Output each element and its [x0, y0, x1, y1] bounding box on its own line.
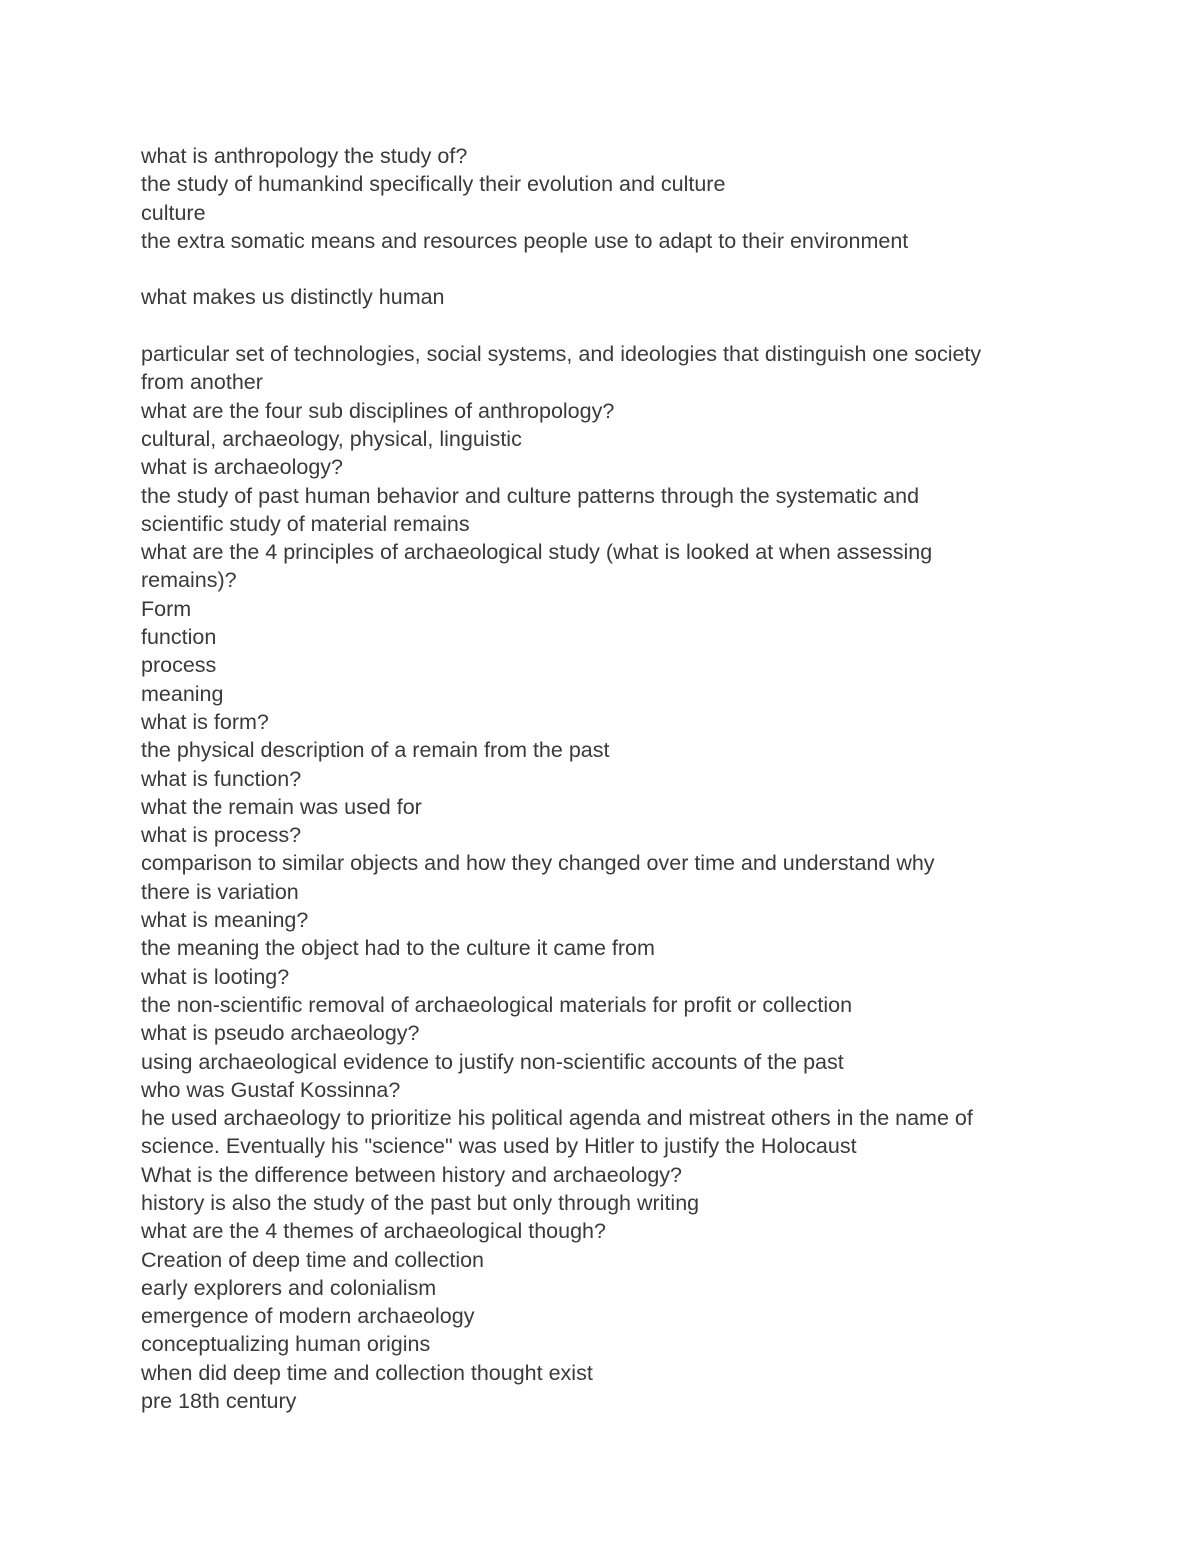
- text-line: from another: [141, 370, 263, 395]
- text-line: Creation of deep time and collection: [141, 1247, 485, 1272]
- text-line: meaning: [141, 681, 224, 706]
- blank-line: [141, 312, 1081, 340]
- text-line: what is pseudo archaeology?: [141, 1021, 420, 1046]
- text-line: emergence of modern archaeology: [141, 1304, 475, 1329]
- document-text: [141, 142, 1081, 1415]
- text-line: who was Gustaf Kossinna?: [141, 1077, 401, 1102]
- text-line: what the remain was used for: [141, 794, 422, 819]
- text-line: particular set of technologies, social systems, and ideologies that distinguish one society: [141, 342, 982, 367]
- text-line: what makes us distinctly human: [141, 285, 445, 310]
- text-line: culture: [141, 200, 206, 225]
- text-line: what is meaning?: [141, 908, 309, 933]
- text-line: the study of past human behavior and culture patterns through the systematic and: [141, 483, 920, 508]
- text-line: what are the 4 principles of archaeological study (what is looked at when assessing: [141, 540, 933, 565]
- text-line: when did deep time and collection thought exist: [141, 1360, 593, 1385]
- text-line: the study of humankind specifically their evolution and culture: [141, 172, 726, 197]
- text-line: pre 18th century: [141, 1389, 297, 1414]
- text-line: what are the 4 themes of archaeological though?: [141, 1219, 606, 1244]
- text-line: what is archaeology?: [141, 455, 343, 480]
- text-line: process: [141, 653, 217, 678]
- text-line: what is process?: [141, 823, 302, 848]
- text-line: what is looting?: [141, 964, 290, 989]
- text-line: there is variation: [141, 879, 299, 904]
- text-line: scientific study of material remains: [141, 511, 470, 536]
- text-line: what is form?: [141, 709, 269, 734]
- text-line: Form: [141, 596, 192, 621]
- blank-line: [141, 255, 1081, 283]
- text-line: what is anthropology the study of?: [141, 144, 468, 168]
- text-line: the meaning the object had to the culture it came from: [141, 936, 655, 961]
- text-line: history is also the study of the past but only through writing: [141, 1190, 700, 1215]
- text-line: function: [141, 625, 217, 650]
- text-line: what is function?: [141, 766, 302, 791]
- text-line: the extra somatic means and resources people use to adapt to their environment: [141, 228, 909, 253]
- text-line: what are the four sub disciplines of anthropology?: [141, 398, 615, 423]
- text-line: remains)?: [141, 568, 237, 593]
- text-line: the non-scientific removal of archaeological materials for profit or collection: [141, 992, 853, 1017]
- text-line: he used archaeology to prioritize his political agenda and mistreat others in the name of: [141, 1106, 973, 1131]
- text-line: cultural, archaeology, physical, linguistic: [141, 426, 522, 451]
- text-line: science. Eventually his "science" was used by Hitler to justify the Holocaust: [141, 1134, 857, 1159]
- text-line: the physical description of a remain from the past: [141, 738, 610, 763]
- text-line: using archaeological evidence to justify non-scientific accounts of the past: [141, 1049, 844, 1074]
- text-line: What is the difference between history and archaeology?: [141, 1162, 683, 1187]
- text-line: early explorers and colonialism: [141, 1275, 437, 1300]
- text-line: comparison to similar objects and how they changed over time and understand why: [141, 851, 935, 876]
- text-line: conceptualizing human origins: [141, 1332, 431, 1357]
